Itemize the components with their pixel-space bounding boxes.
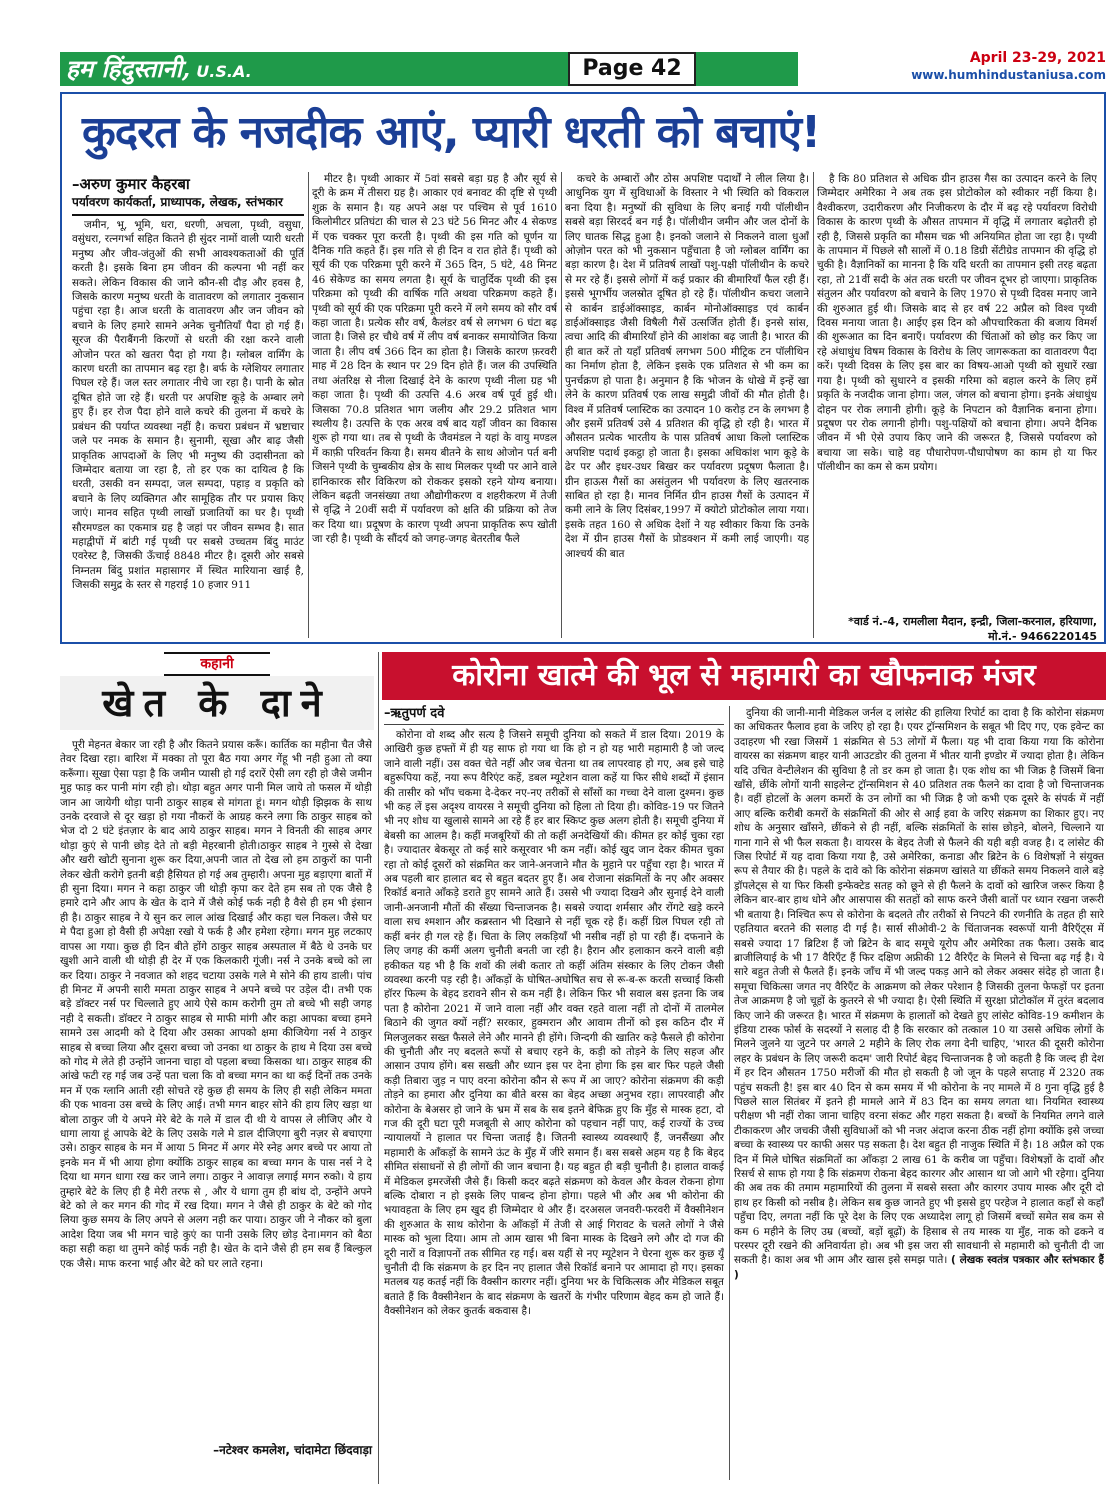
page-header xyxy=(8,6,1110,86)
main-article-column-3 xyxy=(565,172,809,638)
column-divider xyxy=(813,172,814,638)
author-role: पर्यावरण कार्यकर्ता, प्राध्यापक, लेखक, स्तंभकार xyxy=(72,194,304,216)
story-title: खेत के दाने xyxy=(102,681,332,725)
column-divider xyxy=(308,172,309,638)
column-text: कचरे के अम्बारों और ठोस अपशिष्ट पदार्थों ने लील लिया है। आधुनिक युग में सुविधाओं के विस्तार ने भी स्थिति को विकराल बना दिया है। मनुष्यों की सुविधा के लिए बनाई गयी पॉलीथीन सबसे बड़ा सिरदर्द बन गई है। पॉलीथीन जमीन और जल दोनों के लिए घातक सिद्ध हुआ है। इनको जलाने से निकलने वाला धुआँ ओज़ोन परत को भी नुकसान पहुँचाता है जो ग्लोबल वार्मिंग का बड़ा कारण है। देश में प्रतिवर्ष लाखों पशु-पक्षी पॉलीथीन के कचरे से मर रहे हैं। इससे लोगों में कई प्रकार की बीमारियाँ फैल रही हैं। इससे भूगर्भीय जलस्रोत दूषित हो रहे हैं। पॉलीथीन कचरा जलाने से कार्बन डाईऑक्साइड, कार्बन मोनोऑक्साइड एवं कार्बन डाईऑक्साइड जैसी विषैली गैसें उत्सर्जित होती हैं। इनसे सांस, त्वचा आदि की बीमारियाँ होने की आशंका बढ़ जाती है। भारत की ही बात करें तो यहाँ प्रतिवर्ष लगभग 500 मीट्रिक टन पॉलीथिन का निर्माण होता है, लेकिन इसके एक प्रतिशत से भी कम का पुनर्चक्रण हो पाता है। अनुमान है कि भोजन के धोखे में इन्हें खा लेने के कारण प्रतिवर्ष एक लाख समुद्री जीवों की मौत होती है। विश्व में प्रतिवर्ष प्लास्टिक का उत्पादन 10 करोड़ टन के लगभग है और इसमें प्रतिवर्ष उसे 4 प्रतिशत की वृद्धि हो रही है। भारत में औसतन प्रत्येक भारतीय के पास प्रतिवर्ष आधा किलो प्लास्टिक अपशिष्ट पदार्थ इकट्ठा हो जाता है। इसका अधिकांश भाग कूड़े के ढेर पर और इधर-उधर बिखर कर पर्यावरण प्रदूषण फैलाता है। ग्रीन हाऊस गैसों का असंतुलन भी पर्यावरण के लिए खतरनाक साबित हो रहा है। मानव निर्मित ग्रीन हाउस गैसों के उत्पादन में कमी लाने के लिए दिसंबर,1997 में क्योटो प्रोटोकोल लाया गया। इसके तहत 160 से अधिक देशों ने यह स्वीकार किया कि उनके देश में ग्रीन हाउस गैसों के प्रोडक्शन में कमी लाई जाएगी। यह आश्चर्य की बात xyxy=(565,173,809,560)
corona-article xyxy=(382,652,1106,1484)
main-article-signature: *वार्ड नं.-4, रामलीला मैदान, इन्द्री, जिला-करनाल, हरियाणा, मो.नं.- 9466220145 xyxy=(848,615,1097,643)
story-signature: –नटेश्वर कमलेश, चांदामेटा छिंदवाड़ा xyxy=(213,1443,372,1457)
story-title-box xyxy=(60,676,374,730)
column-divider xyxy=(729,706,730,1480)
corona-article-title: कोरोना खात्मे की भूल से महामारी का खौफनाक मंजर xyxy=(452,658,1036,693)
story-section xyxy=(60,652,374,1484)
column-text: है कि 80 प्रतिशत से अधिक ग्रीन हाउस गैस का उत्पादन करने के लिए जिम्मेदार अमेरिका ने अब तक इस प्रोटोकोल को स्वीकार नहीं किया है। वैश्वीकरण, उदारीकरण और निजीकरण के दौर में बढ़ रहे पर्यावरण विरोधी विकास के कारण पृथ्वी के औसत तापमान में वृद्धि में लगातार बढ़ोतरी हो रही है, जिससे प्रकृति का मौसम चक्र भी अनियमित होता जा रहा है। पृथ्वी के तापमान में पिछले सौ सालों में 0.18 डिग्री सेंटीग्रेड तापमान की वृद्धि हो चुकी है। वैज्ञानिकों का मानना है कि यदि धरती का तापमान इसी तरह बढ़ता रहा, तो 21वीं सदी के अंत तक धरती पर जीवन दूभर हो जाएगा। प्राकृतिक संतुलन और पर्यावरण को बचाने के लिए 1970 से पृथ्वी दिवस मनाए जाने की शुरुआत हुई थी। जिसके बाद से हर वर्ष 22 अप्रैल को विश्व पृथ्वी दिवस मनाया जाता है। आईए इस दिन को औपचारिकता की बजाय विमर्श की शुरूआत का दिन बनाएँ। पर्यावरण की चिंताओं को छोड़ कर किए जा रहे अंधाधुंध विषम विकास के विरोध के लिए जागरूकता का वातावरण पैदा करें। पृथ्वी दिवस के लिए इस बार का विषय-आओ पृथ्वी को सुधारें रखा गया है। पृथ्वी को सुधारने व इसकी गरिमा को बहाल करने के लिए हमें प्रकृति के नजदीक जाना होगा। जल, जंगल को बचाना होगा। इनके अंधाधुंध दोहन पर रोक लगानी होगी। कूड़े के निपटान को वैज्ञानिक बनाना होगा। प्रदूषण पर रोक लगानी होगी। पशु-पक्षियों को बचाना होगा। अपने दैनिक जीवन में भी ऐसे उपाय किए जाने की जरूरत है, जिससे पर्यावरण को बचाया जा सके। चाहे वह पौधारोपण-पौधापोषण का काम हो या फिर पॉलीथीन का कम से कम प्रयोग। xyxy=(817,173,1097,474)
header-bar xyxy=(370,52,568,86)
author-name: –अरुण कुमार कैहरबा xyxy=(72,175,190,193)
masthead xyxy=(60,52,370,86)
corona-article-signature: ( लेखक स्वतंत्र पत्रकार और स्तंभकार हैं ) xyxy=(734,1254,1104,1281)
header-bar xyxy=(696,52,798,86)
main-article xyxy=(60,92,1106,644)
masthead-title: हम हिंदुस्तानी, U.S.A. xyxy=(66,54,252,83)
website-link[interactable]: www.humhindustaniusa.com xyxy=(911,68,1106,82)
story-body xyxy=(60,738,372,1428)
story-text: पूरी मेहनत बेकार जा रही है और कितने प्रयास करूँ। कार्तिक का महीना चैत जैसे तेवर दिखा रहा। बारिश में मक्का तो पूरा बैठ गया अगर गेंहू भी नही हुआ तो क्या करूँगा। सूखा ऐसा पड़ा है कि जमीन प्यासी हो गई दरारें ऐसी लग रही हो जैसे जमीन मुह फाड़ कर पानी मांग रही हो। थोड़ा बहुत अगर पानी मिल जाये तो फसल में थोड़ी जान आ जायेगी थोड़ा पानी ठाकुर साहब से मांगता हूं। मगन थोड़ी झिझक के साथ उनके दरवाजे से दूर खड़ा हो गया नौकरों के आग्रह करने लगा कि ठाकुर साहब को भेज दो 2 घंटे इंतज़ार के बाद आये ठाकुर साहब। मगन ने विनती की साहब अगर थोड़ा कुएं से पानी छोड़ देते तो बड़ी मेहरबानी होती।ठाकुर साहब ने गुस्से से देखा और खरी खोटी सुनाना शुरू कर दिया,अपनी जात तो देख लो हम ठाकुरों का पानी लेकर खेती करोगे इतनी बड़ी हैसियत हो गई अब तुम्हारी। अपना मुह बड़ाएगा बातों में ही सुना दिया। मगन ने कहा ठाकुर जी थोड़ी कृपा कर देते हम सब तो एक जैसे है हमारे दाने और आप के खेत के दाने में जैसे कोई फर्क नही है वैसे ही हम भी इंसान ही है। ठाकुर साहब ने ये सुन कर लाल आंख दिखाई और कहा चल निकल। जैसे घर मे पैदा हुआ हो वैसी ही अपेक्षा रखो ये फर्क है और हमेशा रहेगा। मगन मुह लटकाए वापस आ गया। कुछ ही दिन बीते होंगे ठाकुर साहब अस्पताल में बैठे थे उनके घर खुशी आने वाली थी थोड़ी ही देर में एक किलकारी गूंजी। नर्स ने उनके बच्चे को ला कर दिया। ठाकुर ने नवजात को शहद चटाया उसके गले मे सोने की हाय डाली। पांच ही मिनट में अपनी सारी ममता ठाकुर साहब ने अपने बच्चे पर उड़ेल दी। तभी एक बड़े डॉक्टर नर्स पर चिल्लाते हुए आये ऐसे काम करोगी तुम तो बच्चे भी सही जगह नही दे सकती। डॉक्टर ने ठाकुर साहब से माफी मांगी और कहा आपका बच्चा हमने सामने उस आदमी को दे दिया और उसका आपको क्षमा कीजियेगा नर्स ने ठाकुर साहब से बच्चा लिया और दूसरा बच्चा जो उनका था ठाकुर के हाथ मे दिया उस बच्चे को गोद मे लेते ही उन्होंने जानना चाहा वो पहला बच्चा किसका था। ठाकुर साहब की आंखे फटी रह गई जब उन्हें पता चला कि वो बच्चा मगन का था कई दिनों तक उनके मन में एक ग्लानि आती रही सोचते रहे कुछ ही समय के लिए ही सही लेकिन ममता की एक भावना उस बच्चे के लिए आई। तभी मगन बाहर सोने की हाय लिए खड़ा था बोला ठाकुर जी ये अपने मेरे बेटे के गले में डाल दी थी ये वापस ले लीजिए और ये धागा लाया हूं आपके बेटे के लिए उसके गले मे डाल दीजिएगा बुरी नज़र से बचाएगा उसे। ठाकुर साहब के मन में आया 5 मिनट में अगर मेरे स्नेह अगर बच्चे पर आया तो इनके मन में भी आया होगा क्योंकि ठाकुर साहब का बच्चा मगन के पास नर्स ने दे दिया था मगन धागा रख कर जाने लगा। ठाकुर ने आवाज़ लगाई मगन रुको। ये हाय तुम्हारे बेटे के लिए ही है मेरी तरफ से , और ये धागा तुम ही बांध दो, उन्होंने अपने बेटे को ले कर मगन की गोद में रख दिया। मगन ने जैसे ही ठाकुर के बेटे को गोद लिया कुछ समय के लिए अपने से अलग नही कर पाया। ठाकुर जी ने नौकर को बुला आदेश दिया जब भी मगन चाहे कुएं का पानी उसके लिए छोड़ देना।मगन को बैठा कहा सही कहा था तुमने कोई फर्क नही है। खेत के दाने जैसे ही हम सब हैं बिल्कुल एक जैसे। माफ करना भाई और बेटे को घर लाते रहना। xyxy=(60,739,372,1270)
corona-article-column-2 xyxy=(734,706,1104,1480)
column-text: जमीन, भू, भूमि, धरा, धरणी, अचला, पृथ्वी, वसुधा, वसुंधरा, रत्नगर्भा सहित कितने ही सुंदर नामों वाली प्यारी धरती मनुष्य और जीव-जंतुओं की सभी आवश्यकताओं की पूर्ति करती है। इसके बिना हम जीवन की कल्पना भी नहीं कर सकते। लेकिन विकास की जाने कौन-सी दौड़ और हवस है, जिसके कारण मनुष्य धरती के वातावरण को लगातार नुकसान पहुंचा रहा है। आज धरती के वातावरण और जन जीवन को बचाने के लिए हमारे सामने अनेक चुनौतियाँ पैदा हो गई हैं। सूरज की पैराबैंगनी किरणों से धरती की रक्षा करने वाली ओजोन परत को खतरा पैदा हो गया है। ग्लोबल वार्मिंग के कारण धरती का तापमान बढ़ रहा है। बर्फ के ग्लेशियर लगातार पिघल रहे हैं। जल स्तर लगातार नीचे जा रहा है। पानी के स्रोत दूषित होते जा रहे हैं। धरती पर अपशिष्ट कूड़े के अम्बार लगे हुए हैं। हर रोज पैदा होने वाले कचरे की तुलना में कचरे के प्रबंधन की पर्याप्त व्यवस्था नहीं है। कचरा प्रबंधन में भ्रष्टाचार जले पर नमक के समान है। सुनामी, सूखा और बाढ़ जैसी प्राकृतिक आपदाओं के लिए भी मनुष्य की उदासीनता को जिम्मेदार बताया जा रहा है, तो हर एक का दायित्व है कि धरती, उसकी वन सम्पदा, जल सम्पदा, पहाड़ व प्रकृति को बचाने के लिए व्यक्तिगत और सामूहिक तौर पर प्रयास किए जाएं। मानव सहित पृथ्वी लाखों प्रजातियों का घर है। पृथ्वी सौरमण्डल का एकमात्र ग्रह है जहां पर जीवन सम्भव है। सात महाद्वीपों में बांटी गई पृथ्वी पर सबसे उच्चतम बिंदु माउंट एवरेस्ट है, जिसकी ऊँचाई 8848 मीटर है। दूसरी ओर सबसे निम्नतम बिंदु प्रशांत महासागर में स्थित मारियाना खाई है, जिसकी समुद्र के स्तर से गहराई 10 हजार 911 xyxy=(72,219,304,592)
column-text: मीटर है। पृथ्वी आकार में 5वां सबसे बड़ा ग्रह है और सूर्य से दूरी के क्रम में तीसरा ग्रह है। आकार एवं बनावट की दृष्टि से पृथ्वी शुक्र के समान है। यह अपने अक्ष पर पश्चिम से पूर्व 1610 किलोमीटर प्रतिघंटा की चाल से 23 घंटे 56 मिनट और 4 सेकण्ड में एक चक्कर पूरा करती है। पृथ्वी की इस गति को घूर्णन या दैनिक गति कहते हैं। इस गति से ही दिन व रात होते हैं। पृथ्वी को सूर्य की एक परिक्रमा पूरी करने में 365 दिन, 5 घंटे, 48 मिनट 46 सेकेण्ड का समय लगता है। सूर्य के चातुर्दिक पृथ्वी की इस परिक्रमा को पृथ्वी की वार्षिक गति अथवा परिक्रमण कहते हैं। पृथ्वी को सूर्य की एक परिक्रमा पूरी करने में लगे समय को सौर वर्ष कहा जाता है। प्रत्येक सौर वर्ष, कैलंडर वर्ष से लगभग 6 घंटा बढ़ जाता है। जिसे हर चौथे वर्ष में लीप वर्ष बनाकर समायोजित किया जाता है। लीप वर्ष 366 दिन का होता है। जिसके कारण फ़रवरी माह में 28 दिन के स्थान पर 29 दिन होते हैं। जल की उपस्थिति तथा अंतरिक्ष से नीला दिखाई देने के कारण पृथ्वी नीला ग्रह भी कहा जाता है। पृथ्वी की उत्पत्ति 4.6 अरब वर्ष पूर्व हुई थी। जिसका 70.8 प्रतिशत भाग जलीय और 29.2 प्रतिशत भाग स्थलीय है। उत्पत्ति के एक अरब वर्ष बाद यहाँ जीवन का विकास शुरू हो गया था। तब से पृथ्वी के जैवमंडल ने यहां के वायु मण्डल में काफ़ी परिवर्तन किया है। समय बीतने के साथ ओजोन पर्त बनी जिसने पृथ्वी के चुम्बकीय क्षेत्र के साथ मिलकर पृथ्वी पर आने वाले हानिकारक सौर विकिरण को रोककर इसको रहने योग्य बनाया। लेकिन बढ़ती जनसंख्या तथा औद्योगीकरण व शहरीकरण में तेजी से वृद्धि ने 20वीं सदी में पर्यावरण को क्षति की प्रक्रिया को तेज कर दिया था। प्रदूषण के कारण पृथ्वी अपना प्राकृतिक रूप खोती जा रही है। पृथ्वी के सौंदर्य को जगह-जगह बेतरतीब फैले xyxy=(312,173,557,546)
issue-date: April 23-29, 2021 xyxy=(969,50,1106,66)
corona-article-banner xyxy=(382,652,1106,700)
main-article-column-2 xyxy=(312,172,557,638)
section-divider xyxy=(378,652,379,1484)
column-body: दुनिया की जानी-मानी मेडिकल जर्नल द लांसेट की हालिया रिपोर्ट का दावा है कि कोरोना संक्रमण का अधिकतर फैलाव हवा के जरिए हो रहा है। एयर ट्रॉन्समिशन के सबूत भी दिए गए, एक इवेन्ट का उदाहरण भी रखा जिसमें 1 संक्रमित से 53 लोगों में फैला। यह भी दावा किया गया कि कोरोना वायरस का संक्रमण बाहर यानी आउटडोर की तुलना में भीतर यानी इण्डोर में ज्यादा होता है। लेकिन यदि उचित वेन्टीलेशन की सुविधा है तो डर कम हो जाता है। एक शोध का भी जिक्र है जिसमें बिना खाँसे, छींके लोगों यानी साइलेन्ट ट्रॉन्समिशन से 40 प्रतिशत तक फैलने का दावा है जो चिन्ताजनक है। वहीं होटलों के अलग कमरों के उन लोगों का भी जिक्र है जो कभी एक दूसरे के संपर्क में नहीं आए बल्कि करीबी कमरों के संक्रमितों की ओर से आई हवा के जरिए संक्रमण का शिकार हुए। नए शोध के अनुसार खाँसने, छींकने से ही नहीं, बल्कि संक्रमितों के सांस छोड़ने, बोलने, चिल्लाने या गाना गाने से भी फैल सकता है। वायरस के बेहद तेजी से फैलने की यही बड़ी वजह है। द लांसेट की जिस रिपोर्ट में यह दावा किया गया है, उसे अमेरिका, कनाडा और ब्रिटेन के 6 विशेषज्ञों ने संयुक्त रूप से तैयार की है। पहले के दावे को कि कोरोना संक्रमण खांसते या छींकते समय निकलने वाले बड़े ड्रॉपलेट्स से या फिर किसी इन्फेक्टेड सतह को छूने से ही फैलने के दावों को खारिज जरूर किया है लेकिन बार-बार हाथ धोने और आसपास की सतहों को साफ करने जैसी बातों पर ध्यान रखना जरूरी भी बताया है। निश्चित रूप से कोरोना के बदलते तौर तरीकों से निपटने की रणनीति के तहत ही सारे एहतियात बरतने की सलाह दी गई है। सार्स सीओवी-2 के चिंताजनक स्वरूपों यानी वैरिएँट्स में सबसे ज्यादा 17 ब्रिटिश हैं जो ब्रिटेन के बाद समूचे यूरोप और अमेरिका तक फैला। उसके बाद ब्राजीलियाई के भी 17 वैरिएँट हैं फिर दक्षिण अफ्रीकी 12 वैरिएँट के मिलने से चिन्ता बढ़ गई है। ये सारे बहुत तेजी से फैलते हैं। इनके जाँच में भी जल्द पकड़ आने को लेकर अक्सर संदेह हो जाता है। समूचा चिकित्सा जगत नए वैरिएँट के आक्रमण को लेकर परेशान है जिसकी तुलना फेफड़ों पर इतना तेज आक्रमण है जो चूहों के कुतरने से भी ज्यादा है। ऐसी स्थिति में सुरक्षा प्रोटोकॉल में तुरंत बदलाव किए जाने की जरूरत है। भारत में संक्रमण के हालातों को देखते हुए लांसेट कोविड-19 कमीशन के इंडिया टास्क फोर्स के सदस्यों ने सलाह दी है कि सरकार को तत्काल 10 या उससे अधिक लोगों के मिलने जुलने या जुटने पर अगले 2 महीने के लिए रोक लगा देनी चाहिए, 'भारत की दूसरी कोरोना लहर के प्रबंधन के लिए जरूरी कदम' जारी रिपोर्ट बेहद चिन्ताजनक है जो कहती है कि जल्द ही देश में हर दिन औसतन 1750 मरीजों की मौत हो सकती है जो जून के पहले सप्ताह में 2320 तक पहुंच सकती है! इस बार 40 दिन से कम समय में भी कोरोना के नए मामले में 8 गुना वृद्धि हुई है पिछले साल सितंबर में इतने ही मामले आने में 83 दिन का समय लगता था। नियमित स्वास्थ्य परीक्षण भी नहीं रोका जाना चाहिए वरना संकट और गहरा सकता है। बच्चों के नियमित लगने वाले टीकाकरण और जचकी जैसी सुविधाओं को भी नजर अंदाज करना ठीक नहीं होगा क्योंकि इसे जच्चा बच्चा के स्वास्थ्य पर काफी असर पड़ सकता है। देश बहुत ही नाजुक स्थिति में है। 18 अप्रैल को एक दिन में मिले घोषित संक्रमितों का आँकड़ा 2 लाख 61 के करीब जा पहुँचा। विशेषज्ञों के दावों और रिसर्च से साफ हो गया है कि संक्रमण रोकना बेहद कारगर और आसान था जो आगे भी रहेगा। दुनिया की अब तक की तमाम महामारियों की तुलना में सबसे सस्ता और कारगर उपाय मास्क और दूरी दो हाथ हर किसी को नसीब है। लेकिन सब कुछ जानते हुए भी इससे हुए परहेज ने हालात कहाँ से कहाँ पहुँचा दिए, लगता नहीं कि पूरे देश के लिए एक अध्यादेश लागू हो जिसमें बच्चों समेत सब कम से कम 6 महीने के लिए उम्र (बच्चों, बड़ों बूढ़ों) के हिसाब से तय मास्क या मुँह, नाक को ढकने व परस्पर दूरी रखने की अनिवार्यता हो। अब भी इस जरा सी सावधानी से महामारी को चुनौती दी जा सकती है। काश अब भी आम और खास इसे समझ पाते। xyxy=(734,707,1104,1267)
corona-article-author: –ऋतुपर्ण दवे xyxy=(384,704,724,725)
column-divider xyxy=(561,172,562,638)
main-article-column-1 xyxy=(72,218,304,638)
column-text: कोरोना वो शब्द और सत्य है जिसने समूची दुनिया को सकते में डाल दिया। 2019 के आखिरी कुछ हफ्तों में ही यह साफ हो गया था कि हो न हो यह भारी महामारी है जो जल्द जाने वाली नहीं। उस वक्त चेते नहीं और जब चेतना था तब लापरवाह हो गए, अब इसे चाहे बहुरूपिया कहें, नया रूप वैरिएंट कहें, डबल म्यूटेशन वाला कहें या फिर सीधे शब्दों में इंसान की तासीर को भाँप चकमा दे-देकर नए-नए तरीकों से साँसों का गच्चा देने वाला दुश्मन। कुछ भी कह लें इस अदृश्य वायरस ने समूची दुनिया को हिला तो दिया ही। कोविड-19 पर जितने भी नए शोध या खुलासे सामने आ रहे हैं हर बार स्किप्ट कुछ अलग होती है। समूची दुनिया में बेबसी का आलम है। कहीं मजबूरियों की तो कहीं अनदेखियों की। कीमत हर कोई चुका रहा है। ज्यादातर बेकसूर तो कई सारे कसूरवार भी कम नहीं। कोई खुद जान देकर कीमत चुका रहा तो कोई दूसरों को संक्रमित कर जाने-अनजाने मौत के मुहाने पर पहुँचा रहा है। भारत में अब पहली बार हालात बद से बहुत बदतर हुए हैं। अब रोजाना संक्रमितों के नए और अक्सर रिकॉर्ड बनाते आँकड़े डराते हुए सामने आते हैं। उससे भी ज्यादा दिखने और सुनाई देने वाली जानी-अनजानी मौतों की सँख्या चिन्ताजनक है। सबसे ज्यादा शर्मसार और रोंगटे खड़े करने वाला सच श्मशान और कब्रस्तान भी दिखाने से नहीं चूक रहे हैं। कहीं ग्रिल पिघल रही तो कहीं बनंर ही गल रहे हैं। चिता के लिए लकड़ियाँ भी नसीब नहीं हो पा रही हैं। दफनाने के लिए जगह की कमीं अलग चुनौती बनती जा रही है। हैरान और हलाकान करने वाली बड़ी हकीकत यह भी है कि शवों की लंबी कतार तो कहीं अंतिम संस्कार के लिए टोकन जैसी व्यवस्था करनी पड़ रही है। आँकड़ों के घोषित-अघोषित सच से रू-ब-रू करती सच्चाई किसी हॉरर फिल्म के बेहद डरावने सीन से कम नहीं है। लेकिन फिर भी सवाल बस इतना कि जब पता है कोरोना 2021 में जाने वाला नहीं और वक्त रहते वाला नहीं तो दोनों में तालमेल बिठाने की जुगत क्यों नहीं? सरकार, हुक्मरान और आवाम तीनों को इस कठिन दौर में मिलजुलकर सख्त फैसले लेने और मानने ही होंगे। जिन्दगी की खातिर कड़े फैसले ही कोरोना की चुनौती और नए बदलते रूपों से बचाए रहने के, कड़ी को तोड़ने के लिए सहज और आसान उपाय होंगे। बस सख्ती और ध्यान इस पर देना होगा कि इस बार फिर पहले जैसी कड़ी तिबारा जुड़ न पाए वरना कोरोना कौन से रूप में आ जाए? कोरोना संक्रमण की कड़ी तोड़ने का हमारा और दुनिया का बीते बरस का बेहद अच्छा अनुभव रहा। लापरवाही और कोरोना के बेअसर हो जाने के भ्रम में सब के सब इतने बेफिक्र हुए कि मुँह से मास्क हटा, दो गज की दूरी घटा पूरी मजबूती से आए कोरोना को पहचान नहीं पाए, कई राज्यों के उच्च न्यायालयों ने हालात पर चिन्ता जताई है। जितनी स्वास्थ्य व्यवस्थाएँ हैं, जनसैंख्या और महामारी के आँकड़ों के सामने ऊंट के मुँह में जीरे समान हैं। बस सबसे अहम यह है कि बेहद सीमित संसाधनों से ही लोगों की जान बचाना है। यह बहुत ही बड़ी चुनौती है। हालात वाकई में मेडिकल इमरजेंसी जैसे हैं। किसी कदर बढ़ते संक्रमण को केवल और केवल रोकना होगा बल्कि दोबारा न हो इसके लिए पाबन्द होना होगा। पहले भी और अब भी कोरोना की भयावहता के लिए हम खुद ही जिम्मेदार थे और हैं। दरअसल जनवरी-फरवरी में वैक्सीनेशन की शुरुआत के साथ कोरोना के आँकड़ों में तेजी से आई गिरावट के चलते लोगों ने जैसे मास्क को भुला दिया। आम तो आम खास भी बिना मास्क के दिखने लगे और दो गज की दूरी नारों व विज्ञापनों तक सीमित रह गई। बस यहीं से नए म्यूटेशन ने घेरना शुरू कर कुछ यूँ चुनौती दी कि संक्रमण के हर दिन नए हालात जैसे रिकॉर्ड बनाने पर आमादा हो गए। इसका मतलब यह कतई नहीं कि वैक्सीन कारगर नहीं। दुनिया भर के चिकित्सक और मेडिकल सबूत बताते हैं कि वैक्सीनेशन के बाद संक्रमण के खतरों के गंभीर परिणाम बेहद कम हो जाते हैं। वैक्सीनेशन को लेकर कुतर्क बकवास है। xyxy=(384,729,724,1318)
masthead-usa: U.S.A. xyxy=(196,62,252,81)
main-article-column-4 xyxy=(817,172,1097,612)
page-number: Page 42 xyxy=(568,52,696,86)
main-article-title: कुदरत के नजदीक आएं, प्यारी धरती को बचाएं! xyxy=(82,107,821,158)
story-label: कहानी xyxy=(164,652,270,676)
column-text xyxy=(734,706,1104,1282)
corona-article-column-1 xyxy=(384,728,724,1480)
main-article-byline xyxy=(72,174,304,216)
